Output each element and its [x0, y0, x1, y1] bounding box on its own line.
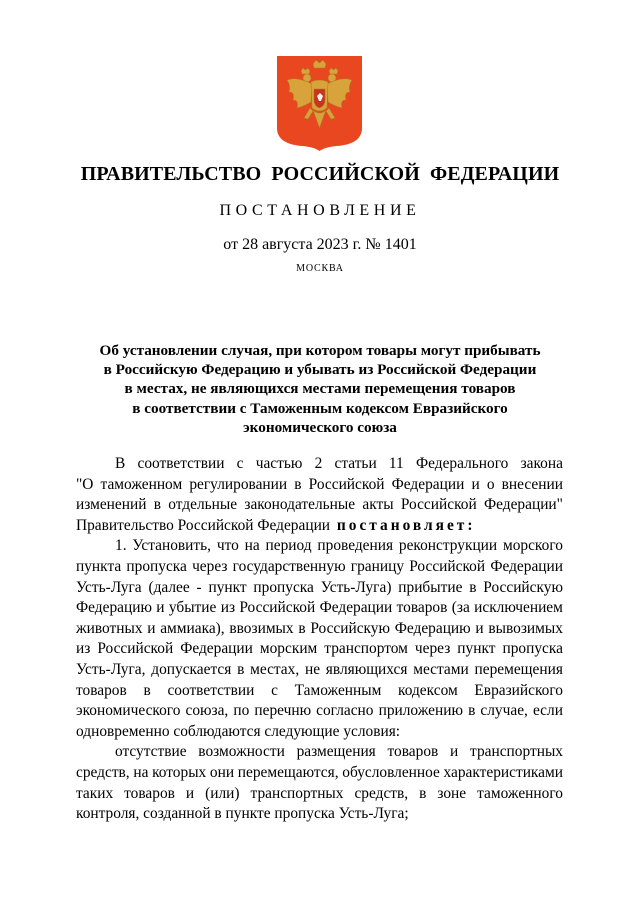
body-word: отдельные [168, 496, 238, 514]
body-word: транспортом [324, 640, 408, 658]
document-type: ПОСТАНОВЛЕНИЕ [219, 202, 421, 219]
body-line [76, 557, 563, 578]
body-word: транспортных [470, 743, 563, 761]
body-word: пропуска [126, 557, 187, 575]
body-word: ввозимых [229, 619, 294, 637]
body-word: Федерации [391, 475, 465, 493]
body-word: период [265, 537, 312, 555]
body-word: соответствии [137, 455, 225, 472]
document-city: МОСКВА [296, 263, 344, 274]
body-word: и [147, 619, 156, 637]
body-line [76, 681, 563, 702]
body-word: транспортных [250, 784, 344, 802]
heading-line: Об установлении случая, при котором товары могут прибывать [99, 342, 541, 359]
body-word: Федерацию [394, 619, 471, 637]
body-word: Российскую [483, 578, 563, 596]
body-word: таможенном [100, 475, 183, 493]
body-word: морского [502, 537, 563, 555]
body-word: Евразийского [474, 681, 563, 699]
body-word: и [156, 599, 165, 617]
body-word: из [76, 640, 91, 658]
body-word: и [185, 784, 195, 802]
body-word: на [244, 537, 260, 555]
body-word: таких [76, 784, 114, 802]
body-word: соответствии [167, 681, 255, 699]
body-line [76, 598, 563, 619]
body-word: в [469, 578, 477, 596]
body-word: кодексом [398, 681, 458, 699]
body-word: товаров [396, 599, 448, 617]
body-word: 2 [314, 455, 323, 472]
body-word: Федерации [319, 599, 393, 617]
body-word: в [153, 496, 162, 514]
body-word: пункта [76, 557, 122, 575]
body-word: приложению [378, 702, 463, 720]
body-word: они [209, 763, 235, 781]
body-word: Российской [409, 557, 486, 575]
body-word: внесении [501, 475, 563, 493]
heading-line: в местах, не являющихся местами перемещения товаров [124, 380, 516, 398]
body-word: которых [152, 763, 207, 781]
body-word: допускается [151, 660, 232, 678]
body-word: согласно [316, 702, 374, 720]
body-word: Федерацию [76, 599, 152, 617]
body-word: границу [350, 557, 405, 575]
body-word: перечню [254, 702, 312, 720]
body-word: товаров [387, 743, 439, 761]
body-word: о [486, 475, 495, 493]
body-word: государственную [232, 557, 346, 575]
body-word: - [196, 578, 202, 596]
body-word: Усть-Луга [76, 578, 142, 596]
body-word: регулировании [189, 475, 288, 493]
body-word: пропуска [502, 640, 563, 658]
body-word: размещения [296, 743, 376, 761]
body-word: "О [76, 475, 94, 493]
body-word: в [294, 475, 302, 493]
body-line [76, 701, 563, 722]
body-word: Российской [400, 496, 477, 514]
body-word: пункт [457, 640, 496, 658]
body-word: аммиака), [160, 619, 225, 637]
body-word: Российской [97, 640, 174, 658]
body-word: из [220, 599, 236, 617]
body-word: акты [362, 496, 394, 514]
body-word: пункт [208, 578, 247, 596]
body-word: пропуска [253, 578, 314, 596]
body-word: изменений [76, 496, 147, 514]
body-word: Усть-Луга, [76, 660, 146, 678]
body-word: морским [259, 640, 318, 658]
body-word: товаров [124, 784, 175, 802]
body-word: убытие [168, 599, 217, 617]
body-word: и [471, 475, 480, 493]
decree-emphasis: постановляет: [330, 516, 476, 534]
body-word: прибытие [398, 578, 463, 596]
body-word: что [216, 537, 239, 555]
body-word: отсутствие [115, 743, 187, 761]
body-word: перемещаются, [237, 763, 339, 781]
body-word: Российской [239, 599, 316, 617]
body-line [76, 639, 563, 660]
body-word: не [304, 660, 321, 678]
body-word: возможности [198, 743, 285, 761]
body-word: являющихся [325, 660, 408, 678]
heading-line: в соответствии с Таможенным кодексом Евразийского [132, 399, 508, 417]
body-word: в [237, 660, 245, 678]
body-word: с [271, 681, 278, 699]
body-word: 1. [115, 537, 127, 555]
body-line [76, 536, 563, 557]
document-heading [80, 341, 560, 437]
body-word: в [298, 619, 306, 637]
body-line [76, 578, 563, 599]
body-word: 11 [388, 455, 404, 472]
body-word: через [414, 640, 451, 658]
body-line [76, 763, 563, 784]
body-line [76, 722, 563, 743]
body-word: союза, [185, 702, 229, 720]
body-word: Усть-Луга) [320, 578, 392, 596]
body-word: в [468, 702, 476, 720]
body-word: в [143, 681, 151, 699]
body-word: В [115, 455, 126, 472]
body-word: закона [520, 455, 563, 472]
body-word: через [192, 557, 228, 575]
body-word: и [450, 743, 459, 761]
body-word: Установить, [132, 537, 212, 555]
body-word: исключением [474, 599, 563, 617]
coat-of-arms-icon [277, 56, 362, 151]
body-word: законодательные [244, 496, 356, 514]
body-line [76, 516, 563, 537]
body-word: экономического [76, 702, 181, 720]
body-word: если [532, 702, 563, 720]
body-text: контроля, созданной в пункте пропуска Усть-Луга; [76, 805, 409, 823]
body-word: местах, [250, 660, 300, 678]
body-line [76, 784, 563, 805]
body-word: случае, [480, 702, 528, 720]
body-word: проведения [317, 537, 394, 555]
body-line [76, 475, 563, 496]
page-title: ПРАВИТЕЛЬСТВО РОССИЙСКОЙ ФЕДЕРАЦИИ [80, 163, 560, 185]
body-word: с [236, 455, 244, 472]
body-line [76, 742, 563, 763]
body-word: Федерального [415, 455, 509, 472]
body-word: средств, [354, 784, 409, 802]
body-text: одновременно соблюдаются следующие условия: [76, 722, 401, 740]
heading-line: экономического союза [243, 418, 397, 436]
body-word: вывозимых [488, 619, 563, 637]
body-word: характеристиками [443, 763, 563, 781]
body-word: животных [76, 619, 143, 637]
body-word: товаров [76, 681, 127, 699]
body-word: Федерации [180, 640, 253, 658]
body-line [76, 495, 563, 516]
body-word: (далее [148, 578, 190, 596]
body-word: на [133, 763, 149, 781]
body-word: обусловленное [342, 763, 440, 781]
body-word: (или) [205, 784, 240, 802]
body-line [76, 804, 563, 825]
body-word: (за [451, 599, 470, 617]
body-word: Федерации [490, 557, 563, 575]
body-word: Федерации" [483, 496, 563, 514]
body-line [76, 619, 563, 640]
body-word: Российской [308, 475, 385, 493]
body-text: Правительство Российской Федерации [76, 516, 331, 534]
body-word: таможенного [477, 784, 563, 802]
body-word: по [233, 702, 250, 720]
body-word: Таможенным [294, 681, 382, 699]
document-body [76, 454, 563, 825]
body-word: статьи [334, 455, 377, 472]
body-word: зоне [437, 784, 467, 802]
body-line [76, 660, 563, 681]
body-line [76, 454, 563, 475]
document-date-number: от 28 августа 2023 г. № 1401 [223, 236, 417, 253]
body-word: частью [255, 455, 303, 472]
body-word: средств, [76, 763, 130, 781]
body-word: местами [413, 660, 469, 678]
body-word: перемещения [474, 660, 563, 678]
body-word: реконструкции [398, 537, 498, 555]
body-word: и [475, 619, 484, 637]
heading-line: в Российскую Федерацию и убывать из Российской Федерации [103, 361, 537, 379]
body-word: в [419, 784, 427, 802]
body-word: Российскую [310, 619, 390, 637]
